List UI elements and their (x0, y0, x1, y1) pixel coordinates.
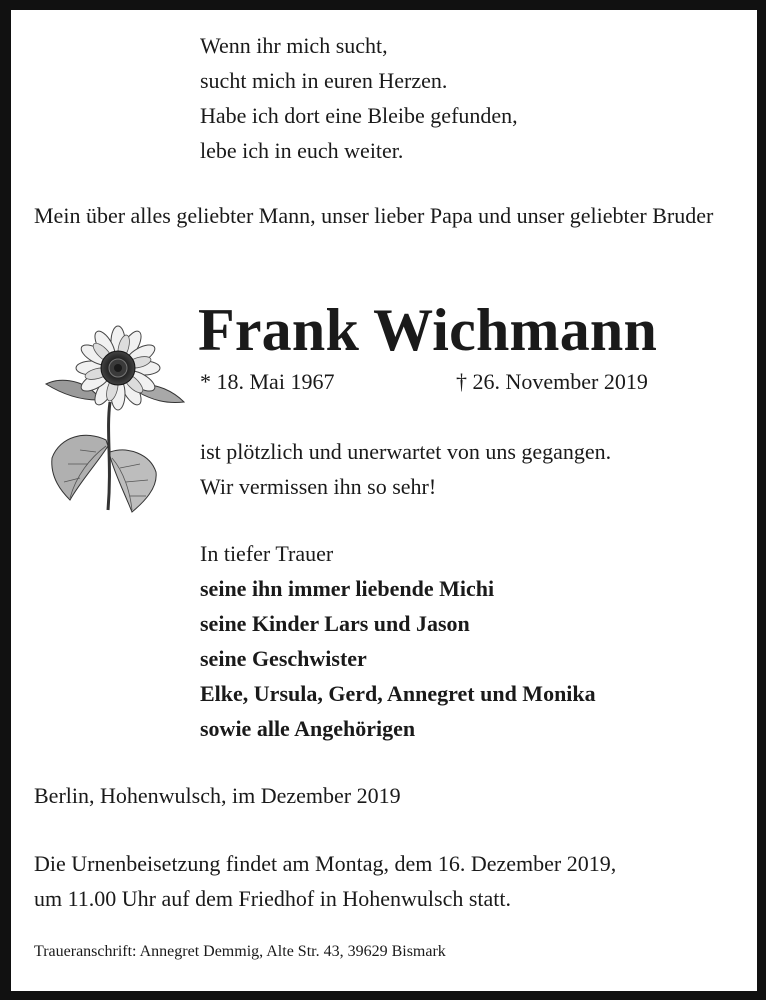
poem-line: lebe ich in euch weiter. (200, 138, 404, 163)
poem-line: Habe ich dort eine Bleibe gefunden, (200, 103, 518, 128)
deceased-name: Frank Wichmann (198, 297, 658, 363)
mourner-line: seine ihn immer liebende Michi (200, 576, 495, 601)
mourner-line: sowie alle Angehörigen (200, 716, 416, 741)
sunflower-icon (40, 322, 190, 518)
mourning-address: Traueranschrift: Annegret Demmig, Alte Str. 43, 39629 Bismark (34, 943, 446, 960)
passed-line: Wir vermissen ihn so sehr! (200, 474, 437, 499)
mourner-line: Elke, Ursula, Gerd, Annegret und Monika (200, 681, 596, 706)
place-date: Berlin, Hohenwulsch, im Dezember 2019 (34, 783, 401, 808)
mourners-heading: In tiefer Trauer (200, 541, 334, 566)
mourners-block (200, 536, 596, 746)
poem (200, 28, 518, 168)
funeral-line: Die Urnenbeisetzung findet am Montag, dem 16. Dezember 2019, (34, 851, 617, 876)
passed-away-text (200, 434, 611, 504)
poem-line: Wenn ihr mich sucht, (200, 33, 388, 58)
funeral-info (34, 846, 616, 916)
death-date: † 26. November 2019 (456, 369, 648, 394)
intro-text: Mein über alles geliebter Mann, unser lieber Papa und unser geliebter Bruder (34, 203, 714, 228)
birth-date: * 18. Mai 1967 (200, 369, 335, 394)
mourner-line: seine Geschwister (200, 646, 367, 671)
mourner-line: seine Kinder Lars und Jason (200, 611, 470, 636)
funeral-line: um 11.00 Uhr auf dem Friedhof in Hohenwulsch statt. (34, 886, 511, 911)
poem-line: sucht mich in euren Herzen. (200, 68, 448, 93)
passed-line: ist plötzlich und unerwartet von uns gegangen. (200, 439, 612, 464)
